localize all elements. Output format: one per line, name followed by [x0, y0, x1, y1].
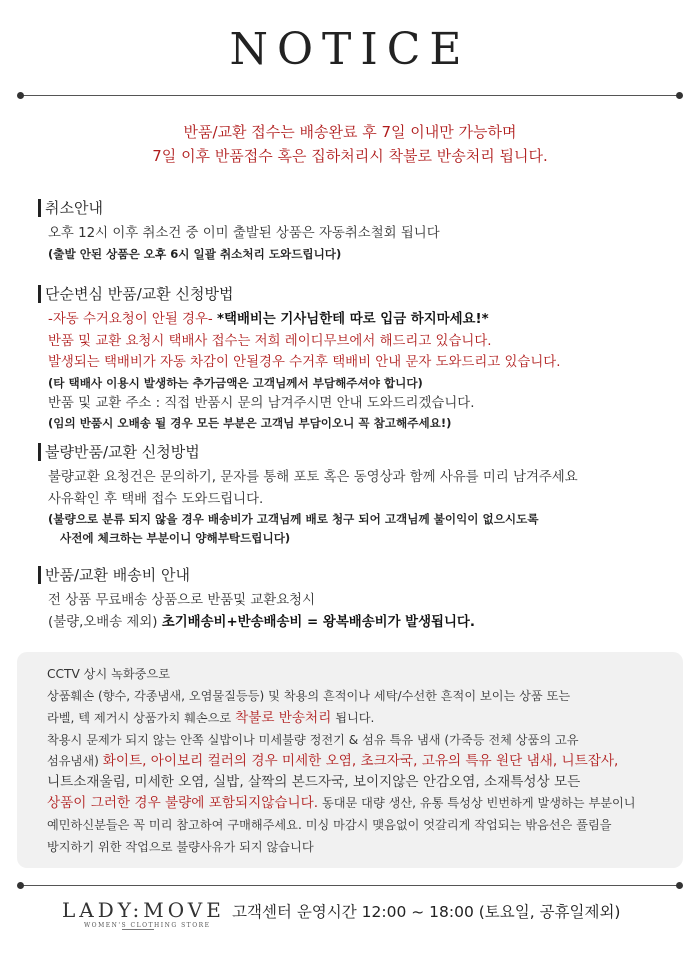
page-title: NOTICE — [229, 24, 471, 75]
text-line: 사유확인 후 택배 접수 도와드립니다. — [48, 491, 264, 507]
section-heading: 단순변심 반품/교환 신청방법 — [38, 285, 678, 303]
footer — [0, 898, 700, 938]
brand-logo: LADY:MOVE — [62, 898, 225, 922]
text-line: 발생되는 택배비가 자동 차감이 안될경우 수거후 택배비 안내 문자 도와드리고 있습니다. — [48, 355, 561, 370]
text-line — [38, 309, 678, 331]
text-line — [38, 612, 678, 634]
text-line — [47, 708, 374, 728]
plain-text: 됩니다. — [335, 711, 375, 725]
bottom-divider — [20, 885, 680, 886]
text-line: (타 택배사 이용시 발생하는 추가금액은 고객님께서 부담해주셔야 합니다) — [48, 375, 423, 390]
text-line: 상품훼손 (향수, 각종냄새, 오염물질등등) 및 착용의 흔적이나 세탁/수선한 흔적이 보이는 상품 또는 — [47, 689, 571, 703]
red-text: 착불로 반송처리 — [235, 710, 332, 726]
bold-text: *택배비는 기사님한테 따로 입금 하지마세요!* — [217, 312, 489, 327]
text-line — [47, 751, 618, 771]
text-line: (출발 안된 상품은 오후 6시 일괄 취소처리 도와드립니다) — [48, 246, 342, 261]
brand-tagline: WOMEN'S CLOTHING STORE — [84, 922, 211, 929]
red-text: 화이트, 아이보리 컬러의 경우 미세한 오염, 초크자국, 고유의 특유 원단 냄새, 니트잡사, — [102, 753, 619, 769]
text-line: 사전에 체크하는 부분이니 양해부탁드립니다) — [60, 531, 291, 545]
text-line: 예민하신분들은 꼭 미리 참고하여 구매해주세요. 미싱 마감시 맺음없이 엇갈리게 작업되는 밖음선은 풀림을 — [47, 818, 612, 832]
text-line: 반품 및 교환 요청시 택배사 접수는 저희 레이디무브에서 해드리고 있습니다. — [48, 333, 492, 349]
simple-return-section — [38, 285, 678, 433]
text-line: (불량으로 분류 되지 않을 경우 배송비가 고객님께 배로 청구 되어 고객님께 불이익이 없으시도록 — [48, 512, 539, 526]
text-line: 방지하기 위한 작업으로 불량사유가 되지 않습니다 — [47, 840, 314, 854]
plain-text: (불량,오배송 제외) — [48, 614, 158, 630]
cancel-section — [38, 199, 678, 264]
text-line: 니트소재울림, 미세한 오염, 실밥, 살짝의 본드자국, 보이지않은 안감오염, 소재특성상 모든 — [47, 774, 581, 790]
section-heading: 취소안내 — [38, 199, 678, 217]
notice-line: 7일 이후 반품접수 혹은 집하처리시 착불로 반송처리 됩니다. — [152, 147, 548, 165]
text-line: (임의 반품시 오배송 될 경우 모든 부분은 고객님 부담이오니 꼭 참고해주세요!) — [48, 416, 452, 430]
text-line: CCTV 상시 녹화중으로 — [47, 667, 170, 681]
plain-text: 섬유냄새) — [47, 754, 99, 768]
bold-text: 초기배송비+반송배송비 = 왕복배송비가 발생됩니다. — [161, 614, 475, 630]
red-text: -자동 수거요청이 안될 경우- — [48, 312, 213, 327]
notice-line: 반품/교환 접수는 배송완료 후 7일 이내만 가능하며 — [183, 123, 517, 141]
plain-text: 동대문 대량 생산, 유통 특성상 빈번하게 발생하는 부분이니 — [321, 796, 636, 810]
cctv-notice-box — [17, 652, 683, 868]
plain-text: 라벨, 텍 제거시 상품가치 훼손으로 — [47, 711, 232, 725]
text-line: 오후 12시 이후 취소건 중 이미 출발된 상품은 자동취소철회 됩니다 — [48, 226, 440, 241]
return-deadline-notice — [0, 120, 700, 168]
text-line: 착용시 문제가 되지 않는 안쪽 실밥이나 미세불량 정전기 & 섬유 특유 냄새 (가죽등 전체 상품의 고유 — [47, 733, 579, 747]
section-heading: 반품/교환 배송비 안내 — [38, 566, 678, 584]
text-line: 반품 및 교환 주소 : 직접 반품시 문의 남겨주시면 안내 도와드리겠습니다. — [48, 395, 475, 411]
logo-underline — [122, 929, 154, 930]
section-heading: 불량반품/교환 신청방법 — [38, 443, 678, 461]
red-text: 상품이 그러한 경우 불량에 포함되지않습니다. — [47, 795, 319, 811]
text-line: 불량교환 요청건은 문의하기, 문자를 통해 포토 혹은 동영상과 함께 사유를 미리 남겨주세요 — [48, 470, 578, 485]
text-line: 전 상품 무료배송 상품으로 반품및 교환요청시 — [48, 593, 316, 608]
shipping-section — [38, 566, 678, 633]
defect-section — [38, 443, 678, 548]
customer-service-hours: 고객센터 운영시간 12:00 ~ 18:00 (토요일, 공휴일제외) — [232, 903, 621, 921]
text-line — [47, 793, 636, 813]
top-divider — [20, 95, 680, 96]
